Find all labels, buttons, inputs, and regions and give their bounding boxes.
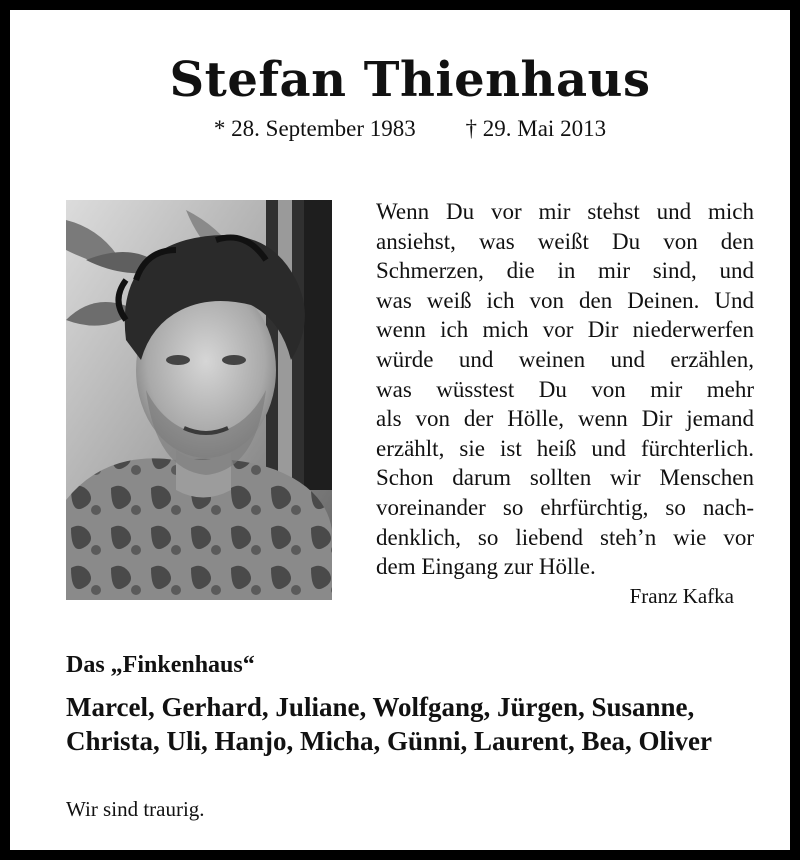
poem-line: was wüsstest Du von mir mehr [376, 376, 754, 402]
mourner-names-line: Marcel, Gerhard, Juliane, Wolfgang, Jürgen, Susanne, [66, 692, 695, 722]
mourner-names-line: Christa, Uli, Hanjo, Micha, Günni, Laurent, Bea, Oliver [66, 726, 713, 756]
life-dates [10, 116, 800, 142]
poem-line: voreinander so ehrfürchtig, so nach- [376, 494, 754, 520]
poem-author: Franz Kafka [629, 584, 734, 608]
birth-date: * 28. September 1983 [213, 116, 416, 141]
poem-line: Schon darum sollten wir Menschen [376, 465, 754, 491]
portrait-photo [66, 200, 332, 600]
poem-line: denklich, so liebend steh’n wie vor [376, 524, 754, 550]
closing-text: Wir sind traurig. [66, 797, 205, 821]
poem-line: dem Eingang zur Hölle. [376, 554, 596, 580]
death-date: † 29. Mai 2013 [465, 116, 607, 141]
poem-line: würde und weinen und erzählen, [376, 346, 754, 372]
mourner-group: Das „Finkenhaus“ [66, 652, 255, 678]
poem-line: erzählt, sie ist heiß und fürchterlich. [376, 435, 754, 461]
poem-line: als von der Hölle, wenn Dir jemand [376, 406, 754, 432]
portrait-image [66, 200, 332, 600]
poem-line: was weiß ich von den Deinen. Und [376, 287, 754, 313]
poem [376, 197, 754, 582]
poem-line: Schmerzen, die in mir sind, und [376, 258, 754, 284]
mourner-names [66, 690, 766, 758]
poem-line: ansiehst, was weißt Du von den [376, 228, 754, 254]
deceased-name: Stefan Thienhaus [169, 52, 651, 108]
poem-line: Wenn Du vor mir stehst und mich [376, 199, 754, 224]
poem-line: wenn ich mich vor Dir niederwerfen [376, 317, 754, 343]
